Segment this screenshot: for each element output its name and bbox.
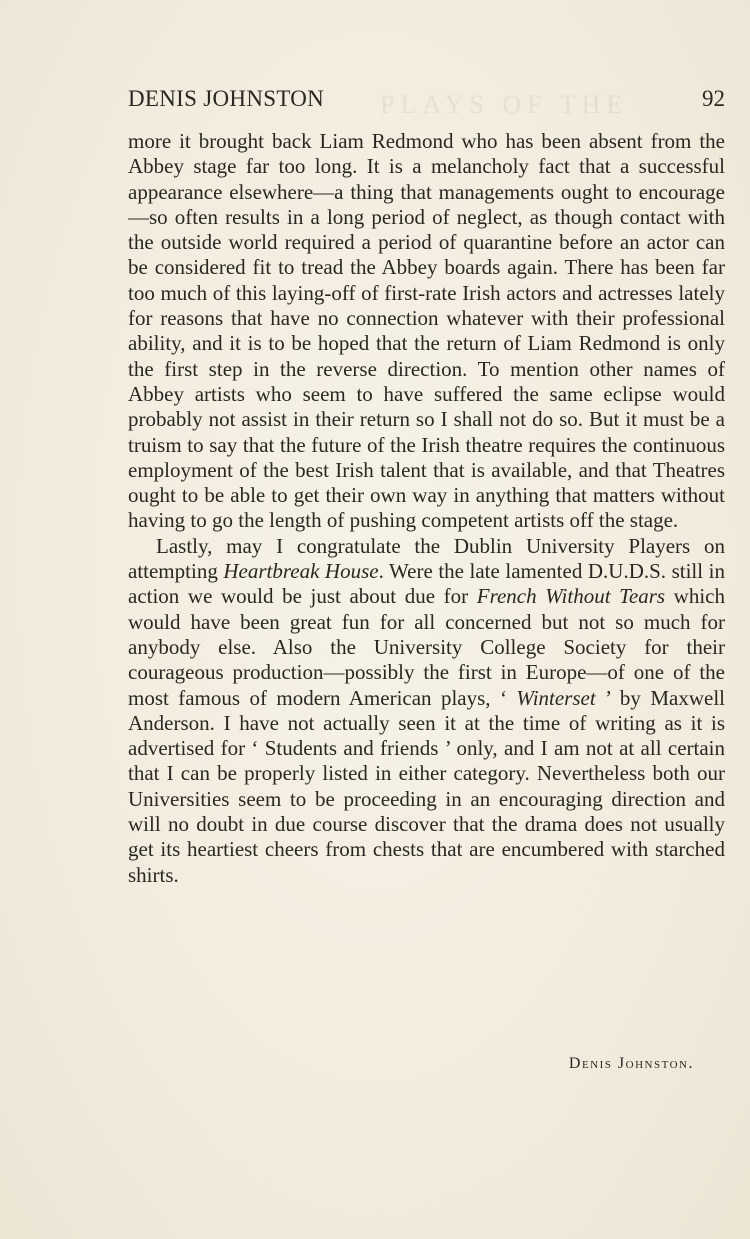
running-head-author: DENIS JOHNSTON bbox=[128, 86, 325, 111]
paragraph-2 bbox=[128, 534, 725, 888]
play-title-winterset: Winterset bbox=[516, 685, 596, 710]
page-number: 92 bbox=[702, 86, 725, 111]
author-signature: Denis Johnston. bbox=[568, 1055, 694, 1072]
paragraph-2-segment-3: which would have been great fun for all concerned but not so much for anybody else. Also the University College Society for their courageous production—possibly the first in Europe—of one of the most famous of modern American plays, ‘ bbox=[128, 584, 726, 710]
play-title-heartbreak-house: Heartbreak House bbox=[223, 559, 379, 584]
running-head bbox=[128, 86, 725, 116]
show-through-text: PLAYS OF THE bbox=[380, 90, 629, 119]
article-body bbox=[128, 129, 725, 888]
paragraph-2-segment-4: ’ by Maxwell Anderson. I have not actually seen it at the time of writing as it is advertised for ‘ Students and friends ’ only, and I am not at all certain that I can be properly listed in either category. Nevertheless both our Universities seem to be proceeding in an encouraging direction and will no doubt in due course discover that the drama does not usually get its heartiest cheers from chests that are encumbered with starched shirts. bbox=[128, 685, 725, 887]
paragraph-1: more it brought back Liam Redmond who has been absent from the Abbey stage far too long. It is a melancholy fact that a successful appearance elsewhere—a thing that managements ought to encourage—so often results in a long period of neglect, as though contact with the outside world required a period of quarantine before an actor can be considered fit to tread the Abbey boards again. There has been far too much of this laying-off of first-rate Irish actors and actresses lately for reasons that have no connection whatever with their professional ability, and it is to be hoped that the return of Liam Redmond is only the first step in the reverse direction. To mention other names of Abbey artists who seem to have suffered the same eclipse would probably not assist in their return so I shall not do so. But it must be a truism to say that the future of the Irish theatre requires the continuous employment of the best Irish talent that is available, and that Theatres ought to be able to get their own way in anything that matters without having to go the length of pushing competent artists off the stage. bbox=[128, 129, 725, 533]
play-title-french-without-tears: French Without Tears bbox=[476, 584, 666, 609]
paragraph-2-segment-2: . Were the late lamented D.U.D.S. still in action we would be just about due for bbox=[128, 559, 725, 609]
paragraph-2-segment-1: Lastly, may I congratulate the Dublin University Players on attempting bbox=[128, 533, 725, 584]
